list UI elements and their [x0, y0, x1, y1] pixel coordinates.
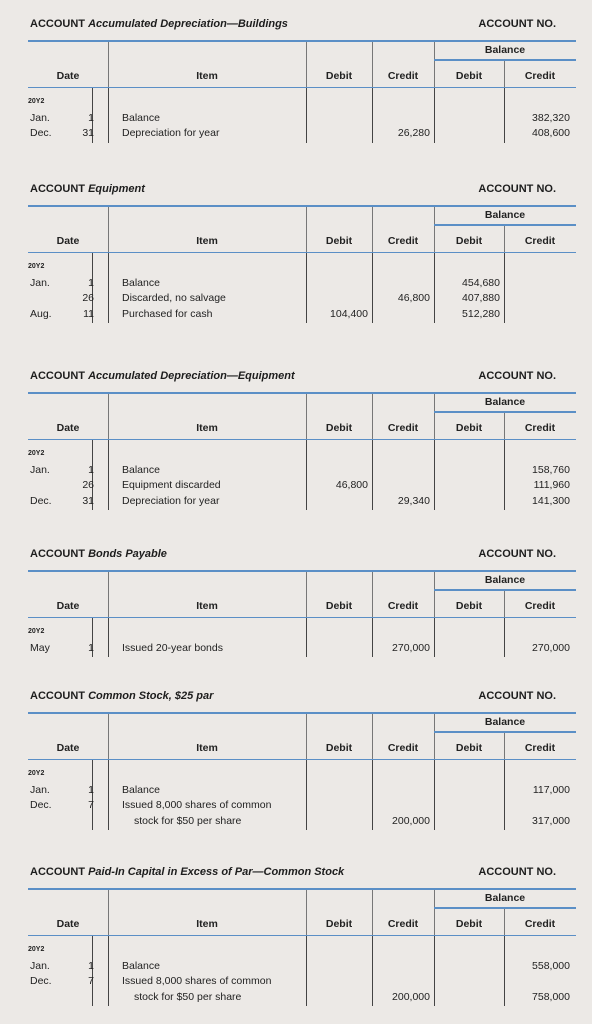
entry-month: May	[30, 641, 50, 654]
column-divider	[372, 253, 373, 323]
balance-debit-header: Debit	[455, 742, 483, 754]
ledger-rows	[28, 440, 576, 516]
entry-month: Jan.	[30, 959, 50, 972]
ledger-rows	[28, 936, 576, 1012]
account-name: Bonds Payable	[88, 548, 167, 560]
entry-balance-debit: 407,880	[462, 292, 500, 304]
entry-item: Balance	[122, 463, 160, 476]
balance-debit-header: Debit	[455, 70, 483, 82]
ledger-account	[28, 548, 576, 663]
entry-balance-credit: 408,600	[532, 127, 570, 139]
column-divider	[504, 88, 505, 143]
column-divider	[306, 253, 307, 323]
balance-header: Balance	[484, 44, 526, 56]
column-divider	[108, 440, 109, 510]
entry-month: Dec.	[30, 975, 52, 987]
item-header: Item	[196, 235, 218, 247]
item-header: Item	[196, 70, 218, 82]
entry-month: Jan.	[30, 463, 50, 476]
column-divider	[434, 760, 435, 830]
entry-credit: 29,340	[397, 494, 430, 507]
entry-balance-credit: 141,300	[532, 494, 570, 507]
column-divider	[372, 936, 373, 1006]
entry-day: 11	[83, 307, 94, 320]
ledger-account	[28, 690, 576, 836]
date-header: Date	[56, 918, 80, 930]
ledger-header	[28, 40, 576, 88]
ledger-header	[28, 712, 576, 760]
date-header: Date	[56, 422, 80, 434]
column-divider	[306, 618, 307, 657]
balance-header: Balance	[484, 396, 526, 408]
column-divider	[108, 936, 109, 1006]
balance-debit-header: Debit	[455, 422, 483, 434]
ledger-rows	[28, 760, 576, 836]
ledger-account	[28, 866, 576, 1012]
entry-item: Discarded, no salvage	[122, 292, 226, 304]
entry-item: Balance	[122, 276, 160, 289]
column-divider	[504, 618, 505, 657]
balance-credit-header: Credit	[524, 742, 556, 754]
account-title	[30, 370, 295, 382]
account-name: Accumulated Depreciation—Equipment	[88, 370, 295, 382]
entry-day: 31	[82, 127, 94, 139]
balance-divider	[434, 907, 576, 909]
entry-credit: 46,800	[397, 292, 430, 304]
account-title	[30, 18, 288, 30]
ledger-rows	[28, 253, 576, 329]
debit-header: Debit	[325, 70, 353, 82]
entry-debit: 104,400	[330, 307, 368, 320]
entry-balance-debit: 454,680	[462, 276, 500, 289]
date-header: Date	[56, 70, 80, 82]
entry-item: Issued 8,000 shares of common	[122, 975, 272, 987]
column-divider	[434, 253, 435, 323]
ledger-account	[28, 183, 576, 329]
debit-header: Debit	[325, 918, 353, 930]
balance-credit-header: Credit	[524, 235, 556, 247]
entry-month: Dec.	[30, 799, 52, 811]
entry-day: 1	[88, 783, 94, 796]
entry-balance-credit: 111,960	[533, 479, 570, 491]
column-divider	[372, 440, 373, 510]
entry-item: Purchased for cash	[122, 307, 213, 320]
ledger-header	[28, 888, 576, 936]
column-divider	[504, 253, 505, 323]
ledger-rows	[28, 618, 576, 663]
entry-year: 20Y2	[28, 450, 45, 457]
debit-header: Debit	[325, 235, 353, 247]
entry-item: Equipment discarded	[122, 479, 221, 491]
account-word: ACCOUNT	[30, 183, 85, 195]
entry-credit: 270,000	[392, 641, 430, 654]
balance-header: Balance	[484, 574, 526, 586]
account-title	[30, 690, 213, 702]
account-word: ACCOUNT	[30, 690, 85, 702]
balance-header: Balance	[484, 892, 526, 904]
entry-balance-credit: 558,000	[532, 959, 570, 972]
balance-divider	[434, 224, 576, 226]
entry-month: Aug.	[30, 307, 52, 320]
entry-item: Balance	[122, 111, 160, 124]
entry-day: 1	[88, 463, 94, 476]
balance-credit-header: Credit	[524, 70, 556, 82]
entry-item: stock for $50 per share	[134, 814, 242, 827]
credit-header: Credit	[387, 422, 419, 434]
entry-balance-credit: 317,000	[532, 814, 570, 827]
entry-item: Depreciation for year	[122, 494, 220, 507]
column-divider	[434, 88, 435, 143]
column-divider	[108, 618, 109, 657]
balance-debit-header: Debit	[455, 918, 483, 930]
debit-header: Debit	[325, 600, 353, 612]
balance-divider	[434, 731, 576, 733]
balance-debit-header: Debit	[455, 600, 483, 612]
credit-header: Credit	[387, 600, 419, 612]
balance-header: Balance	[484, 716, 526, 728]
entry-month: Jan.	[30, 783, 50, 796]
entry-month: Dec.	[30, 127, 52, 139]
balance-divider	[434, 411, 576, 413]
column-divider	[504, 936, 505, 1006]
entry-item: Issued 20-year bonds	[122, 641, 223, 654]
column-divider	[372, 618, 373, 657]
account-number-label: ACCOUNT NO.	[478, 18, 556, 30]
account-name: Paid-In Capital in Excess of Par—Common Stock	[88, 866, 345, 878]
entry-day: 31	[82, 494, 94, 507]
column-divider	[372, 760, 373, 830]
entry-debit: 46,800	[335, 479, 368, 491]
column-divider	[108, 760, 109, 830]
credit-header: Credit	[387, 918, 419, 930]
account-number-label: ACCOUNT NO.	[478, 548, 556, 560]
balance-credit-header: Credit	[524, 422, 556, 434]
entry-month: Jan.	[30, 276, 50, 289]
entry-day: 1	[88, 959, 94, 972]
credit-header: Credit	[387, 235, 419, 247]
debit-header: Debit	[325, 422, 353, 434]
balance-credit-header: Credit	[524, 918, 556, 930]
entry-year: 20Y2	[28, 770, 45, 777]
entry-balance-debit: 512,280	[462, 307, 500, 320]
account-number-label: ACCOUNT NO.	[478, 690, 556, 702]
entry-year: 20Y2	[28, 263, 45, 270]
item-header: Item	[196, 422, 218, 434]
column-divider	[306, 936, 307, 1006]
entry-balance-credit: 758,000	[532, 990, 570, 1003]
account-title	[30, 866, 344, 878]
account-word: ACCOUNT	[30, 866, 85, 878]
account-word: ACCOUNT	[30, 18, 85, 30]
entry-item: Depreciation for year	[122, 127, 220, 139]
credit-header: Credit	[387, 742, 419, 754]
entry-day: 7	[88, 799, 94, 811]
column-divider	[108, 253, 109, 323]
entry-balance-credit: 158,760	[532, 463, 570, 476]
column-divider	[306, 88, 307, 143]
balance-divider	[434, 59, 576, 61]
ledger-header	[28, 392, 576, 440]
ledger-account	[28, 18, 576, 149]
balance-divider	[434, 589, 576, 591]
entry-day: 1	[88, 276, 94, 289]
balance-header: Balance	[484, 209, 526, 221]
account-number-label: ACCOUNT NO.	[478, 866, 556, 878]
column-divider	[108, 88, 109, 143]
account-title	[30, 183, 145, 195]
entry-credit: 26,280	[397, 127, 430, 139]
entry-day: 26	[82, 479, 94, 491]
entry-day: 1	[88, 641, 94, 654]
debit-header: Debit	[325, 742, 353, 754]
date-header: Date	[56, 742, 80, 754]
date-header: Date	[56, 235, 80, 247]
item-header: Item	[196, 918, 218, 930]
column-divider	[434, 936, 435, 1006]
ledger-account	[28, 370, 576, 516]
entry-balance-credit: 382,320	[532, 111, 570, 124]
account-word: ACCOUNT	[30, 370, 85, 382]
credit-header: Credit	[387, 70, 419, 82]
account-title	[30, 548, 167, 560]
entry-day: 26	[82, 292, 94, 304]
entry-balance-credit: 117,000	[532, 783, 570, 796]
account-name: Accumulated Depreciation—Buildings	[88, 18, 288, 30]
entry-credit: 200,000	[392, 990, 430, 1003]
ledger-header	[28, 570, 576, 618]
entry-balance-credit: 270,000	[532, 641, 570, 654]
ledger-header	[28, 205, 576, 253]
account-word: ACCOUNT	[30, 548, 85, 560]
entry-day: 1	[88, 111, 94, 124]
item-header: Item	[196, 742, 218, 754]
balance-credit-header: Credit	[524, 600, 556, 612]
account-number-label: ACCOUNT NO.	[478, 183, 556, 195]
column-divider	[306, 440, 307, 510]
entry-item: stock for $50 per share	[134, 990, 242, 1003]
entry-item: Balance	[122, 959, 160, 972]
entry-year: 20Y2	[28, 946, 45, 953]
column-divider	[306, 760, 307, 830]
entry-month: Jan.	[30, 111, 50, 124]
entry-item: Issued 8,000 shares of common	[122, 799, 272, 811]
ledger-rows	[28, 88, 576, 149]
entry-year: 20Y2	[28, 98, 45, 105]
entry-month: Dec.	[30, 494, 52, 507]
entry-year: 20Y2	[28, 628, 45, 635]
column-divider	[504, 440, 505, 510]
account-number-label: ACCOUNT NO.	[478, 370, 556, 382]
column-divider	[434, 440, 435, 510]
item-header: Item	[196, 600, 218, 612]
entry-credit: 200,000	[392, 814, 430, 827]
account-name: Common Stock, $25 par	[88, 690, 214, 702]
date-header: Date	[56, 600, 80, 612]
entry-item: Balance	[122, 783, 160, 796]
column-divider	[434, 618, 435, 657]
account-name: Equipment	[88, 183, 145, 195]
column-divider	[372, 88, 373, 143]
balance-debit-header: Debit	[455, 235, 483, 247]
entry-day: 7	[88, 975, 94, 987]
column-divider	[504, 760, 505, 830]
